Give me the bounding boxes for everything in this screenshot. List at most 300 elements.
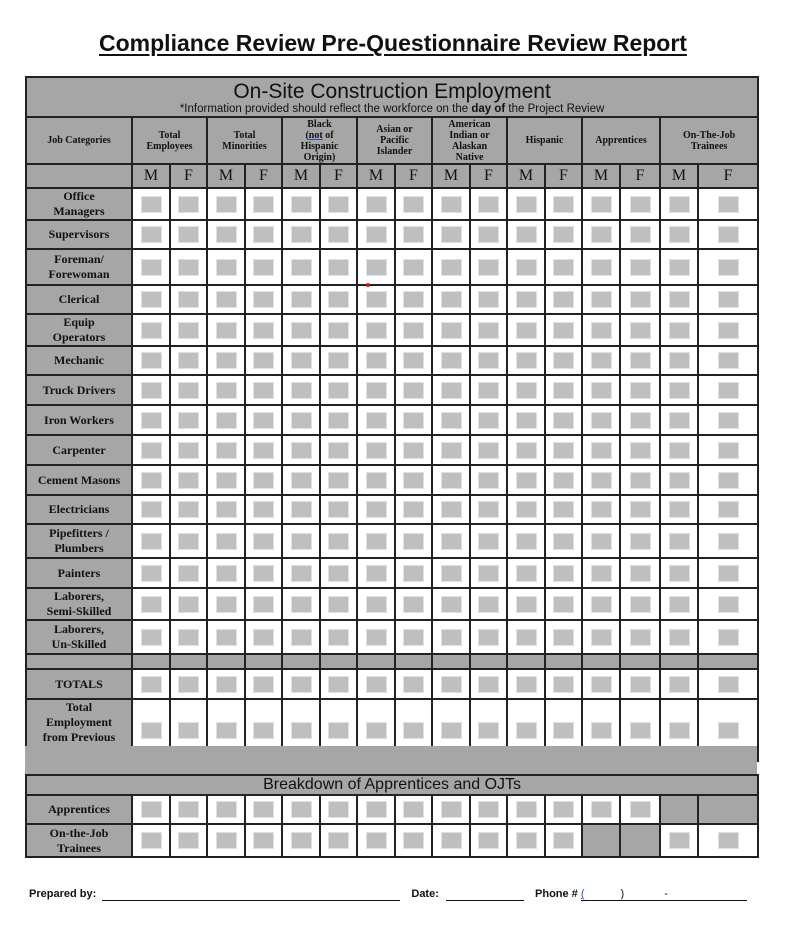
input-box[interactable]: [516, 472, 537, 489]
count-cell[interactable]: [245, 314, 282, 346]
count-cell[interactable]: [545, 435, 582, 465]
count-cell[interactable]: [170, 558, 207, 588]
count-cell[interactable]: [432, 524, 470, 558]
input-box[interactable]: [630, 382, 651, 399]
breakdown-count-cell[interactable]: [432, 824, 470, 857]
count-cell[interactable]: [698, 314, 758, 346]
input-box[interactable]: [141, 676, 162, 693]
input-box[interactable]: [178, 382, 199, 399]
input-box[interactable]: [591, 501, 612, 518]
count-cell[interactable]: [357, 588, 395, 620]
count-cell[interactable]: [245, 188, 282, 220]
count-cell[interactable]: [620, 588, 660, 620]
input-box[interactable]: [553, 472, 574, 489]
input-box[interactable]: [366, 322, 387, 339]
input-box[interactable]: [216, 226, 237, 243]
count-cell[interactable]: [698, 558, 758, 588]
breakdown-count-cell[interactable]: [545, 824, 582, 857]
count-cell[interactable]: [320, 588, 357, 620]
input-box[interactable]: [291, 412, 312, 429]
input-box[interactable]: [516, 352, 537, 369]
breakdown-count-cell[interactable]: [320, 795, 357, 824]
input-box[interactable]: [216, 801, 237, 818]
input-box[interactable]: [216, 629, 237, 646]
count-cell[interactable]: [282, 465, 320, 495]
count-cell[interactable]: [282, 435, 320, 465]
count-cell[interactable]: [470, 375, 507, 405]
count-cell[interactable]: [170, 188, 207, 220]
count-cell[interactable]: [132, 220, 170, 249]
input-box[interactable]: [718, 196, 739, 213]
count-cell[interactable]: [357, 524, 395, 558]
total-cell[interactable]: [582, 669, 620, 699]
total-cell[interactable]: [470, 669, 507, 699]
input-box[interactable]: [291, 259, 312, 276]
input-box[interactable]: [516, 501, 537, 518]
input-box[interactable]: [718, 472, 739, 489]
count-cell[interactable]: [545, 620, 582, 654]
input-box[interactable]: [478, 832, 499, 849]
count-cell[interactable]: [132, 285, 170, 314]
count-cell[interactable]: [432, 465, 470, 495]
count-cell[interactable]: [582, 620, 620, 654]
input-box[interactable]: [366, 472, 387, 489]
input-box[interactable]: [478, 259, 499, 276]
breakdown-count-cell[interactable]: [545, 795, 582, 824]
input-box[interactable]: [216, 382, 237, 399]
count-cell[interactable]: [545, 346, 582, 375]
count-cell[interactable]: [660, 620, 698, 654]
input-box[interactable]: [403, 676, 424, 693]
count-cell[interactable]: [282, 314, 320, 346]
count-cell[interactable]: [245, 620, 282, 654]
count-cell[interactable]: [245, 375, 282, 405]
input-box[interactable]: [553, 322, 574, 339]
input-box[interactable]: [669, 442, 690, 459]
count-cell[interactable]: [132, 435, 170, 465]
input-box[interactable]: [553, 412, 574, 429]
count-cell[interactable]: [132, 524, 170, 558]
count-cell[interactable]: [582, 524, 620, 558]
count-cell[interactable]: [698, 249, 758, 285]
input-box[interactable]: [253, 322, 274, 339]
count-cell[interactable]: [432, 435, 470, 465]
input-box[interactable]: [403, 259, 424, 276]
count-cell[interactable]: [432, 346, 470, 375]
breakdown-count-cell[interactable]: [660, 824, 698, 857]
input-box[interactable]: [478, 196, 499, 213]
count-cell[interactable]: [660, 314, 698, 346]
input-box[interactable]: [669, 196, 690, 213]
total-cell[interactable]: [545, 669, 582, 699]
count-cell[interactable]: [357, 285, 395, 314]
input-box[interactable]: [216, 565, 237, 582]
input-box[interactable]: [366, 676, 387, 693]
count-cell[interactable]: [660, 375, 698, 405]
input-box[interactable]: [591, 676, 612, 693]
input-box[interactable]: [291, 382, 312, 399]
count-cell[interactable]: [620, 285, 660, 314]
count-cell[interactable]: [660, 188, 698, 220]
count-cell[interactable]: [620, 558, 660, 588]
count-cell[interactable]: [620, 435, 660, 465]
input-box[interactable]: [366, 412, 387, 429]
count-cell[interactable]: [282, 558, 320, 588]
count-cell[interactable]: [470, 620, 507, 654]
count-cell[interactable]: [470, 435, 507, 465]
total-cell[interactable]: [432, 669, 470, 699]
input-box[interactable]: [591, 412, 612, 429]
input-box[interactable]: [591, 259, 612, 276]
count-cell[interactable]: [545, 375, 582, 405]
input-box[interactable]: [478, 472, 499, 489]
count-cell[interactable]: [432, 558, 470, 588]
input-box[interactable]: [216, 352, 237, 369]
count-cell[interactable]: [395, 188, 432, 220]
count-cell[interactable]: [170, 465, 207, 495]
count-cell[interactable]: [545, 524, 582, 558]
input-box[interactable]: [328, 352, 349, 369]
input-box[interactable]: [669, 291, 690, 308]
input-box[interactable]: [553, 501, 574, 518]
count-cell[interactable]: [245, 465, 282, 495]
input-box[interactable]: [141, 832, 162, 849]
count-cell[interactable]: [507, 465, 545, 495]
count-cell[interactable]: [582, 558, 620, 588]
total-cell[interactable]: [395, 669, 432, 699]
count-cell[interactable]: [245, 588, 282, 620]
input-box[interactable]: [328, 412, 349, 429]
input-box[interactable]: [141, 629, 162, 646]
count-cell[interactable]: [582, 405, 620, 435]
count-cell[interactable]: [620, 220, 660, 249]
input-box[interactable]: [253, 382, 274, 399]
count-cell[interactable]: [470, 220, 507, 249]
input-box[interactable]: [718, 565, 739, 582]
input-box[interactable]: [441, 382, 462, 399]
count-cell[interactable]: [545, 405, 582, 435]
count-cell[interactable]: [395, 524, 432, 558]
input-box[interactable]: [178, 676, 199, 693]
count-cell[interactable]: [357, 435, 395, 465]
input-box[interactable]: [216, 412, 237, 429]
count-cell[interactable]: [582, 435, 620, 465]
count-cell[interactable]: [660, 465, 698, 495]
input-box[interactable]: [516, 629, 537, 646]
input-box[interactable]: [178, 501, 199, 518]
count-cell[interactable]: [698, 435, 758, 465]
count-cell[interactable]: [620, 495, 660, 524]
input-box[interactable]: [216, 832, 237, 849]
input-box[interactable]: [516, 801, 537, 818]
count-cell[interactable]: [395, 346, 432, 375]
input-box[interactable]: [669, 501, 690, 518]
count-cell[interactable]: [132, 346, 170, 375]
input-box[interactable]: [178, 196, 199, 213]
count-cell[interactable]: [620, 249, 660, 285]
count-cell[interactable]: [320, 285, 357, 314]
input-box[interactable]: [478, 533, 499, 550]
input-box[interactable]: [366, 442, 387, 459]
input-box[interactable]: [253, 196, 274, 213]
input-box[interactable]: [178, 412, 199, 429]
count-cell[interactable]: [432, 620, 470, 654]
input-box[interactable]: [141, 196, 162, 213]
input-box[interactable]: [591, 629, 612, 646]
input-box[interactable]: [253, 832, 274, 849]
count-cell[interactable]: [282, 285, 320, 314]
count-cell[interactable]: [698, 375, 758, 405]
breakdown-count-cell[interactable]: [507, 795, 545, 824]
input-box[interactable]: [591, 226, 612, 243]
input-box[interactable]: [328, 259, 349, 276]
input-box[interactable]: [718, 722, 739, 739]
input-box[interactable]: [328, 676, 349, 693]
count-cell[interactable]: [207, 375, 245, 405]
input-box[interactable]: [478, 565, 499, 582]
breakdown-count-cell[interactable]: [470, 795, 507, 824]
input-box[interactable]: [441, 565, 462, 582]
input-box[interactable]: [403, 442, 424, 459]
input-box[interactable]: [553, 722, 574, 739]
count-cell[interactable]: [660, 524, 698, 558]
input-box[interactable]: [178, 533, 199, 550]
count-cell[interactable]: [698, 588, 758, 620]
input-box[interactable]: [441, 226, 462, 243]
count-cell[interactable]: [582, 314, 620, 346]
input-box[interactable]: [516, 533, 537, 550]
input-box[interactable]: [591, 472, 612, 489]
input-box[interactable]: [441, 676, 462, 693]
count-cell[interactable]: [432, 249, 470, 285]
count-cell[interactable]: [432, 220, 470, 249]
input-box[interactable]: [366, 259, 387, 276]
count-cell[interactable]: [170, 220, 207, 249]
input-box[interactable]: [178, 596, 199, 613]
count-cell[interactable]: [582, 346, 620, 375]
count-cell[interactable]: [620, 346, 660, 375]
count-cell[interactable]: [357, 405, 395, 435]
count-cell[interactable]: [660, 405, 698, 435]
breakdown-count-cell[interactable]: [357, 824, 395, 857]
count-cell[interactable]: [545, 558, 582, 588]
count-cell[interactable]: [170, 375, 207, 405]
count-cell[interactable]: [170, 285, 207, 314]
input-box[interactable]: [328, 196, 349, 213]
count-cell[interactable]: [320, 346, 357, 375]
breakdown-count-cell[interactable]: [582, 795, 620, 824]
input-box[interactable]: [141, 472, 162, 489]
input-box[interactable]: [366, 291, 387, 308]
input-box[interactable]: [141, 442, 162, 459]
input-box[interactable]: [216, 259, 237, 276]
input-box[interactable]: [141, 533, 162, 550]
input-box[interactable]: [178, 291, 199, 308]
count-cell[interactable]: [507, 524, 545, 558]
input-box[interactable]: [366, 629, 387, 646]
input-box[interactable]: [441, 322, 462, 339]
input-box[interactable]: [253, 596, 274, 613]
count-cell[interactable]: [660, 249, 698, 285]
count-cell[interactable]: [357, 558, 395, 588]
count-cell[interactable]: [320, 220, 357, 249]
breakdown-count-cell[interactable]: [132, 824, 170, 857]
input-box[interactable]: [403, 382, 424, 399]
input-box[interactable]: [291, 322, 312, 339]
count-cell[interactable]: [207, 405, 245, 435]
count-cell[interactable]: [470, 558, 507, 588]
input-box[interactable]: [291, 596, 312, 613]
input-box[interactable]: [718, 352, 739, 369]
input-box[interactable]: [591, 382, 612, 399]
input-box[interactable]: [403, 832, 424, 849]
input-box[interactable]: [403, 412, 424, 429]
input-box[interactable]: [178, 565, 199, 582]
count-cell[interactable]: [582, 249, 620, 285]
input-box[interactable]: [328, 472, 349, 489]
count-cell[interactable]: [545, 314, 582, 346]
input-box[interactable]: [591, 352, 612, 369]
count-cell[interactable]: [207, 188, 245, 220]
count-cell[interactable]: [698, 495, 758, 524]
input-box[interactable]: [253, 291, 274, 308]
count-cell[interactable]: [470, 465, 507, 495]
input-box[interactable]: [478, 442, 499, 459]
input-box[interactable]: [403, 629, 424, 646]
count-cell[interactable]: [545, 220, 582, 249]
breakdown-count-cell[interactable]: [698, 824, 758, 857]
count-cell[interactable]: [282, 220, 320, 249]
count-cell[interactable]: [245, 495, 282, 524]
count-cell[interactable]: [245, 558, 282, 588]
count-cell[interactable]: [170, 249, 207, 285]
count-cell[interactable]: [357, 220, 395, 249]
count-cell[interactable]: [245, 249, 282, 285]
count-cell[interactable]: [395, 220, 432, 249]
input-box[interactable]: [630, 565, 651, 582]
input-box[interactable]: [516, 832, 537, 849]
input-box[interactable]: [253, 442, 274, 459]
count-cell[interactable]: [245, 220, 282, 249]
input-box[interactable]: [718, 501, 739, 518]
count-cell[interactable]: [470, 405, 507, 435]
input-box[interactable]: [553, 291, 574, 308]
input-box[interactable]: [216, 472, 237, 489]
input-box[interactable]: [366, 801, 387, 818]
count-cell[interactable]: [545, 465, 582, 495]
input-box[interactable]: [441, 259, 462, 276]
count-cell[interactable]: [470, 524, 507, 558]
input-box[interactable]: [403, 472, 424, 489]
input-box[interactable]: [516, 722, 537, 739]
count-cell[interactable]: [698, 285, 758, 314]
count-cell[interactable]: [582, 188, 620, 220]
breakdown-count-cell[interactable]: [245, 824, 282, 857]
count-cell[interactable]: [620, 314, 660, 346]
count-cell[interactable]: [357, 495, 395, 524]
input-box[interactable]: [178, 801, 199, 818]
input-box[interactable]: [366, 722, 387, 739]
count-cell[interactable]: [245, 435, 282, 465]
input-box[interactable]: [141, 322, 162, 339]
breakdown-count-cell[interactable]: [507, 824, 545, 857]
input-box[interactable]: [253, 801, 274, 818]
input-box[interactable]: [328, 832, 349, 849]
input-box[interactable]: [141, 722, 162, 739]
input-box[interactable]: [553, 565, 574, 582]
count-cell[interactable]: [395, 465, 432, 495]
input-box[interactable]: [553, 226, 574, 243]
input-box[interactable]: [441, 196, 462, 213]
input-box[interactable]: [441, 442, 462, 459]
count-cell[interactable]: [545, 588, 582, 620]
input-box[interactable]: [328, 629, 349, 646]
count-cell[interactable]: [507, 588, 545, 620]
input-box[interactable]: [441, 472, 462, 489]
input-box[interactable]: [553, 801, 574, 818]
input-box[interactable]: [141, 412, 162, 429]
breakdown-count-cell[interactable]: [320, 824, 357, 857]
count-cell[interactable]: [207, 220, 245, 249]
count-cell[interactable]: [245, 285, 282, 314]
input-box[interactable]: [516, 596, 537, 613]
total-cell[interactable]: [132, 669, 170, 699]
input-box[interactable]: [553, 352, 574, 369]
input-box[interactable]: [516, 442, 537, 459]
input-box[interactable]: [328, 291, 349, 308]
input-box[interactable]: [630, 196, 651, 213]
breakdown-count-cell[interactable]: [470, 824, 507, 857]
count-cell[interactable]: [320, 249, 357, 285]
input-box[interactable]: [553, 832, 574, 849]
input-box[interactable]: [630, 629, 651, 646]
input-box[interactable]: [328, 501, 349, 518]
count-cell[interactable]: [507, 188, 545, 220]
total-cell[interactable]: [320, 669, 357, 699]
count-cell[interactable]: [282, 524, 320, 558]
input-box[interactable]: [516, 565, 537, 582]
input-box[interactable]: [141, 596, 162, 613]
breakdown-count-cell[interactable]: [282, 824, 320, 857]
count-cell[interactable]: [395, 558, 432, 588]
input-box[interactable]: [253, 412, 274, 429]
input-box[interactable]: [216, 596, 237, 613]
input-box[interactable]: [253, 722, 274, 739]
input-box[interactable]: [291, 629, 312, 646]
count-cell[interactable]: [507, 495, 545, 524]
input-box[interactable]: [630, 442, 651, 459]
input-box[interactable]: [669, 382, 690, 399]
input-box[interactable]: [553, 196, 574, 213]
count-cell[interactable]: [207, 558, 245, 588]
input-box[interactable]: [328, 533, 349, 550]
count-cell[interactable]: [470, 588, 507, 620]
count-cell[interactable]: [698, 346, 758, 375]
input-box[interactable]: [669, 629, 690, 646]
input-box[interactable]: [478, 501, 499, 518]
input-box[interactable]: [630, 722, 651, 739]
count-cell[interactable]: [320, 558, 357, 588]
input-box[interactable]: [553, 442, 574, 459]
count-cell[interactable]: [470, 346, 507, 375]
count-cell[interactable]: [395, 588, 432, 620]
count-cell[interactable]: [507, 285, 545, 314]
input-box[interactable]: [591, 533, 612, 550]
count-cell[interactable]: [207, 465, 245, 495]
count-cell[interactable]: [507, 220, 545, 249]
input-box[interactable]: [328, 596, 349, 613]
breakdown-count-cell[interactable]: [132, 795, 170, 824]
